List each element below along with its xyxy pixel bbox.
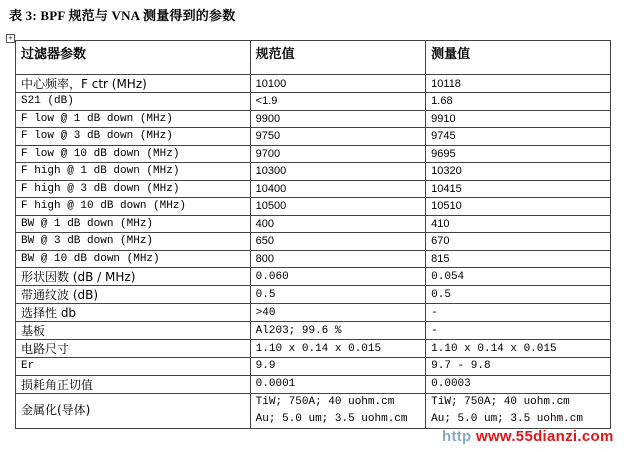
spec-cell: 0.5: [250, 286, 425, 304]
measured-cell: 0.5: [426, 286, 611, 304]
table-row: [16, 128, 611, 146]
site-watermark: [442, 428, 614, 445]
spec-cell: >40: [250, 304, 425, 322]
measured-cell: 9745: [426, 128, 611, 146]
measured-cell: 9910: [426, 110, 611, 128]
param-cell: F low @ 10 dB down (MHz): [16, 145, 251, 163]
spec-cell: 400: [250, 215, 425, 233]
param-cell: 基板: [16, 322, 251, 340]
table-row: [16, 198, 611, 216]
param-cell: BW @ 10 dB down (MHz): [16, 250, 251, 268]
table-row: [16, 233, 611, 251]
param-cell: BW @ 3 dB down (MHz): [16, 233, 251, 251]
table-row: [16, 163, 611, 181]
param-cell: 电路尺寸: [16, 340, 251, 358]
header-spec-value: 规范值: [250, 41, 425, 75]
measured-cell: 0.0003: [426, 375, 611, 393]
table-row: [16, 75, 611, 93]
param-cell: 带通纹波 (dB): [16, 286, 251, 304]
param-cell: 选择性 db: [16, 304, 251, 322]
table-row: [16, 250, 611, 268]
table-row: [16, 145, 611, 163]
measured-cell: 410: [426, 215, 611, 233]
table-row: [16, 268, 611, 286]
measured-cell: 1.68: [426, 93, 611, 111]
header-row: [16, 41, 611, 75]
table-row: [16, 180, 611, 198]
table-row: [16, 304, 611, 322]
param-cell: 损耗角正切值: [16, 375, 251, 393]
spec-cell: 9750: [250, 128, 425, 146]
watermark-prefix: http: [442, 428, 472, 445]
param-cell: S21 (dB): [16, 93, 251, 111]
header-measured-value: 测量值: [426, 41, 611, 75]
measured-cell: -: [426, 322, 611, 340]
header-parameter: 过滤器参数: [16, 41, 251, 75]
measured-line: TiW; 750A; 40 uohm.cm: [431, 395, 570, 408]
measured-line: Au; 5.0 um; 3.5 uohm.cm: [431, 412, 583, 425]
spec-cell: 9900: [250, 110, 425, 128]
table-row: [16, 393, 611, 428]
measured-cell: 815: [426, 250, 611, 268]
table-caption: 表 3: BPF 规范与 VNA 测量得到的参数: [9, 8, 236, 23]
spec-cell: 10300: [250, 163, 425, 181]
spec-cell: 0.0001: [250, 375, 425, 393]
spec-cell: 10100: [250, 75, 425, 93]
spec-cell: 1.10 x 0.14 x 0.015: [250, 340, 425, 358]
measured-cell: 10118: [426, 75, 611, 93]
param-cell: 形状因数 (dB / MHz): [16, 268, 251, 286]
watermark-site: www.55dianzi.com: [475, 428, 614, 445]
measured-cell: 9.7 - 9.8: [426, 358, 611, 376]
measured-cell: 670: [426, 233, 611, 251]
param-cell: 中心频率，F ctr (MHz): [16, 75, 251, 93]
bpf-parameter-table: [15, 40, 611, 429]
param-cell: F low @ 3 dB down (MHz): [16, 128, 251, 146]
measured-cell: [426, 393, 611, 428]
spec-cell: 650: [250, 233, 425, 251]
spec-cell: 800: [250, 250, 425, 268]
table-row: [16, 215, 611, 233]
param-cell: Er: [16, 358, 251, 376]
table-row: [16, 322, 611, 340]
table-row: [16, 358, 611, 376]
spec-cell: 9.9: [250, 358, 425, 376]
spec-cell: Al203; 99.6 %: [250, 322, 425, 340]
spec-cell: [250, 393, 425, 428]
param-cell: 金属化(导体): [16, 393, 251, 428]
measured-cell: 0.054: [426, 268, 611, 286]
spec-line: Au; 5.0 um; 3.5 uohm.cm: [255, 412, 408, 425]
spec-cell: <1.9: [250, 93, 425, 111]
spec-cell: 10500: [250, 198, 425, 216]
param-cell: BW @ 1 dB down (MHz): [16, 215, 251, 233]
spec-line: TiW; 750A; 40 uohm.cm: [255, 395, 395, 408]
table-anchor-icon[interactable]: +: [6, 34, 15, 43]
param-cell: F high @ 1 dB down (MHz): [16, 163, 251, 181]
spec-cell: 0.060: [250, 268, 425, 286]
spec-cell: 9700: [250, 145, 425, 163]
measured-cell: 9695: [426, 145, 611, 163]
table-row: [16, 286, 611, 304]
measured-cell: 1.10 x 0.14 x 0.015: [426, 340, 611, 358]
measured-cell: 10510: [426, 198, 611, 216]
param-cell: F low @ 1 dB down (MHz): [16, 110, 251, 128]
table-row: [16, 110, 611, 128]
measured-cell: -: [426, 304, 611, 322]
param-cell: F high @ 3 dB down (MHz): [16, 180, 251, 198]
table-row: [16, 93, 611, 111]
measured-cell: 10320: [426, 163, 611, 181]
spec-cell: 10400: [250, 180, 425, 198]
measured-cell: 10415: [426, 180, 611, 198]
table-row: [16, 375, 611, 393]
param-cell: F high @ 10 dB down (MHz): [16, 198, 251, 216]
table-row: [16, 340, 611, 358]
